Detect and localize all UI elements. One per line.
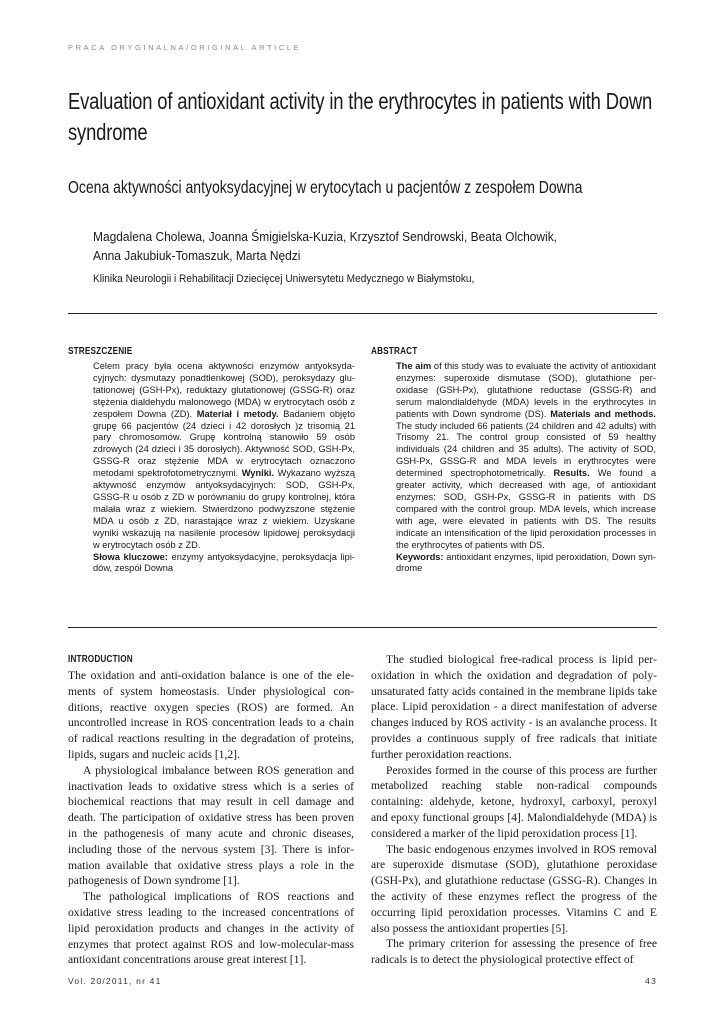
abstract-label-methods: Materials and methods. xyxy=(550,408,656,419)
abstract-body xyxy=(396,361,656,575)
intro-paragraph-2: A physiological imbalance between ROS generation and inactivation leads to oxidative stress which is a series of biochemical reactions that may result in cell damage and death. The participation of oxidative stress has been proven in the pathogenesis of many acute and chronic diseases, including those of the nervous system [3]. There is information available that oxidative stress plays a role in the pathogenesis of Down syndrome [1]. xyxy=(68,763,354,888)
article-title-text: Evaluation of antioxidant activity in the erythrocytes in patients with Down syndrome xyxy=(68,88,653,145)
streszczenie-text-1: Celem pracy była ocena aktywności enzymów antyoksydacyjnych: dysmutazy ponadtlenkowej (SOD), peroksydazy glutationowej (GSH-Px), reduktazy glutationowej (GSSG-R) oraz stężenia dialdehydu malonowego (MDA) w erytrocytach osób z zespołem Downa (ZD). xyxy=(93,361,355,419)
intro-paragraph-3: The pathological implications of ROS reactions and oxidative stress leading to the increased concentrations of lipid peroxidation products and changes in the activity of enzymes that protect against ROS and low-molecular-mass antioxidant concentrations arouse great interest [1]. xyxy=(68,890,354,967)
abstract-text-1: of this study was to evaluate the activity of antioxidant enzymes: superoxide dismutase (SOD), glutathione peroxidase (GSH-Px), glutathione reductase (GSSG-R) and serum malondialdehyde (MDA) levels in the erythrocytes in patients with Down syndrome (DS). xyxy=(396,361,656,419)
top-divider xyxy=(68,313,657,314)
introduction-heading: INTRODUCTION xyxy=(68,654,133,665)
streszczenie-text-3: Wykazano wyższą aktywność enzymów antyoksydacyjnych: SOD, GSH-Px, GSSG-R u osób z ZD w porównaniu do grupy kontrolnej, która malała wraz z wiekiem. Stwierdzono podwyższone stężenie MDA u osób z ZD, narastające wraz z wiekiem. Uzyskane wyniki wskazują na nasilenie procesów lipidowej peroksydacji w erytrocytach osób z ZD. xyxy=(93,468,355,550)
streszczenie-body xyxy=(93,361,355,575)
authors-line-1: Magdalena Cholewa, Joanna Śmigielska-Kuzia, Krzysztof Sendrowski, Beata Olchowik, xyxy=(93,229,558,244)
intro-paragraph-7: The primary criterion for assessing the presence of free radicals is to detect the physiological protective effect of xyxy=(371,937,657,967)
abstract-text-2: The study included 66 patients (24 children and 42 adults) with Trisomy 21. The control group consisted of 59 healthy individuals (24 children and 35 adults). The activity of SOD, GSH-Px, GSSG-R and MDA levels in erythrocytes were determined spectrophotometrically. xyxy=(396,420,656,479)
footer-volume: Vol. 20/2011, nr 41 xyxy=(68,976,162,986)
streszczenie-heading: STRESZCZENIE xyxy=(68,346,133,357)
streszczenie-label-keywords: Słowa kluczowe: xyxy=(93,551,168,562)
article-subtitle: Ocena aktywności antyoksydacyjnej w erytocytach u pacjentów z zespołem Downa xyxy=(68,177,583,197)
introduction-right-column xyxy=(371,652,657,968)
authors-line-2: Anna Jakubiuk-Tomaszuk, Marta Nędzi xyxy=(93,248,301,263)
abstract-label-aim: The aim xyxy=(396,361,432,371)
intro-paragraph-5: Peroxides formed in the course of this process are further metabolized reaching stable non-radical compounds containing: aldehyde, ketone, hydroxyl, carboxyl, peroxyl and epoxy functional groups [4]. Malondialdehyde (MDA) is considered a marker of the lipid peroxidation process [1]. xyxy=(371,763,657,840)
page-number: 43 xyxy=(645,976,657,986)
intro-paragraph-4: The studied biological free-radical process is lipid peroxidation in which the oxidation and degradation of polyunsaturated fatty acids contained in the membrane lipids take place. Lipid peroxidation - a direct manifestation of adverse changes induced by ROS activity - is an avalanche process. It provides a continuous supply of free radicals that initiate further peroxidation reactions. xyxy=(371,653,657,761)
abstract-label-results: Results. xyxy=(553,468,590,479)
mid-divider xyxy=(68,627,657,628)
affiliation: Klinika Neurologii i Rehabilitacji Dziecięcej Uniwersytetu Medycznego w Białymstoku, xyxy=(93,273,475,285)
section-tag: PRACA ORYGINALNA/ORIGINAL ARTICLE xyxy=(68,43,302,52)
authors xyxy=(93,227,645,265)
streszczenie-keywords: enzymy antyoksydacyjne, peroksydacja lipidów, zespół Downa xyxy=(93,551,355,574)
article-title xyxy=(68,86,660,148)
abstract-heading: ABSTRACT xyxy=(371,346,418,357)
abstract-keywords: antioxidant enzymes, lipid peroxidation, Down syndrome xyxy=(396,551,656,574)
intro-paragraph-1: The oxidation and anti-oxidation balance is one of the elements of system homeostasis. Under physiological conditions, reactive oxygen species (ROS) are formed. An uncontrolled increase in ROS concentration leads to a chain of radical reactions resulting in the degradation of proteins, lipids, sugars and nucleic acids [1,2]. xyxy=(68,669,354,761)
streszczenie-label-material: Materiał i metody. xyxy=(196,408,279,419)
streszczenie-text-2: Badaniem objęto grupę 66 pacjentów (24 dzieci i 42 dorosłych )z trisomią 21 pary chromosomów. Grupę kontrolną stanowiło 59 osób zdrowych (24 dzieci i 35 dorosłych). Aktywność SOD, GSH-Px, GSSG-R oraz stężenie MDA w erytrocytach oznaczono metodami spektrofotometrycznymi. xyxy=(93,408,355,479)
introduction-left-column xyxy=(68,668,354,968)
abstract-label-keywords: Keywords: xyxy=(396,551,444,562)
abstract-text-3: We found a greater activity, which decreased with age, of antioxidant enzymes: SOD, GSH-Px, GSSG-R in patients with DS compared with the control group. MDA levels, which increase with age, were elevated in patients with DS. The results indicate an intensification of the lipid peroxidation processes in the erythrocytes of patients with DS. xyxy=(396,468,656,550)
intro-paragraph-6: The basic endogenous enzymes involved in ROS removal are superoxide dismutase (SOD), glutathione peroxidase (GSH-Px), and glutathione reductase (GSSG-R). Changes in the activity of these enzymes reflect the progress of the occurring lipid peroxidation processes. Vitamins C and E also possess the antioxidant properties [5]. xyxy=(371,842,657,935)
streszczenie-label-results: Wyniki. xyxy=(241,468,275,479)
